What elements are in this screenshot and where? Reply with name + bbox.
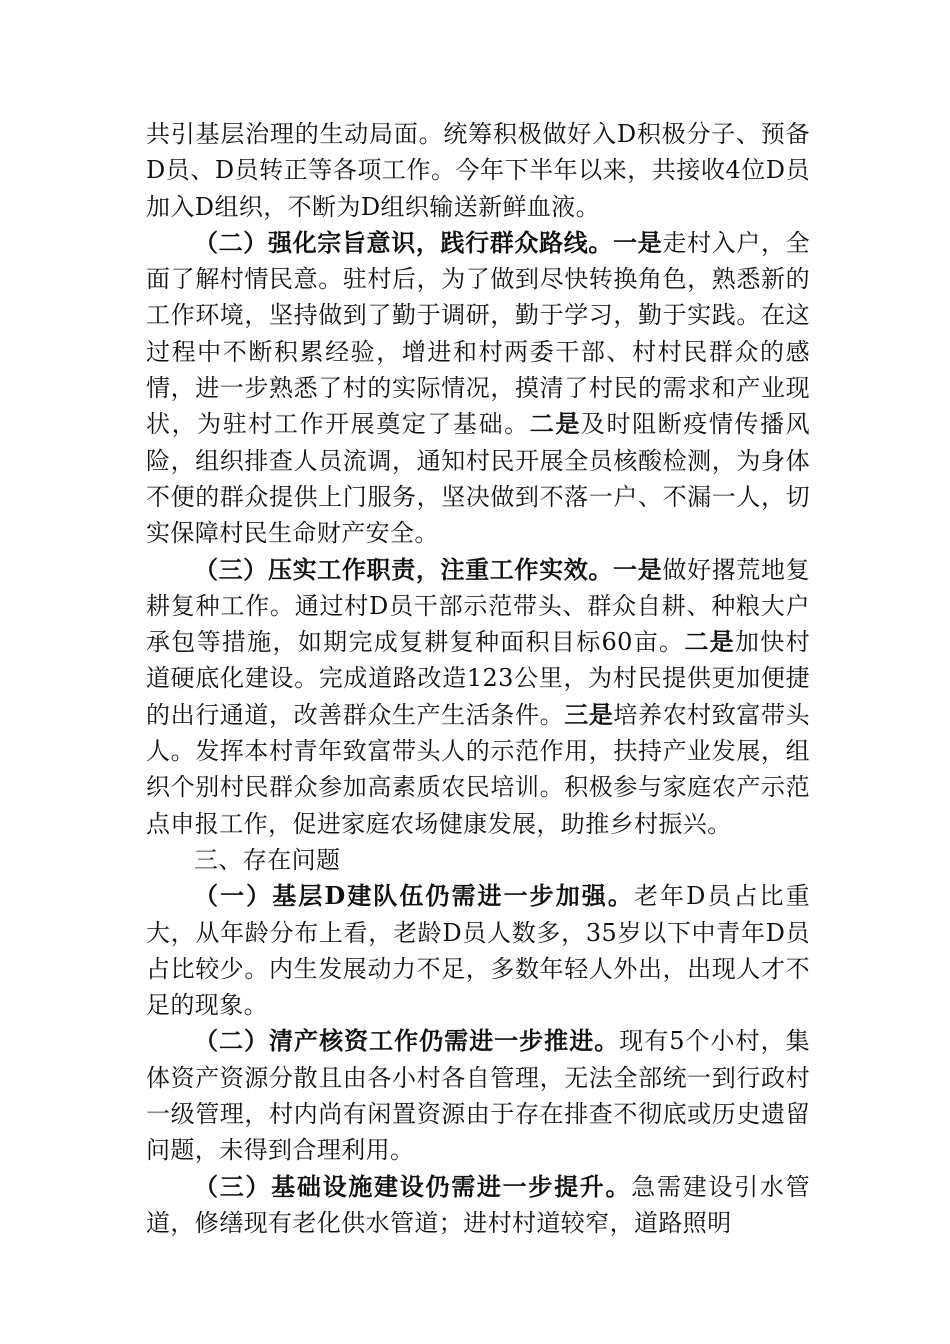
paragraph-mass-line <box>146 225 810 552</box>
paragraph-text: 现有5个小村，集体资产资源分散且由各小村各自管理，无法全部统一到行政村一级管理，村内尚有闲置资源由于存在排查不彻底或历史遗留问题，未得到合理利用。 <box>146 1027 810 1165</box>
paragraph-text: 加快村道硬底化建设。完成道路改造123公里，为村民提供更加便捷的出行通道，改善群众生产生活条件。 <box>146 628 810 729</box>
paragraph-text: 及时阻断疫情传播风险，组织排查人员流调，通知村民开展全员核酸检测，为身体不便的群众提供上门服务，坚决做到不落一户、不漏一人，切实保障村民生命财产安全。 <box>146 410 810 548</box>
problem-title-infrastructure: （三）基础设施建设仍需进一步提升。 <box>194 1171 632 1201</box>
keyword-second: 二是 <box>684 627 735 657</box>
section-heading-problems: 三、存在问题 <box>194 845 341 874</box>
problem-title-assets: （二）清产核资工作仍需进一步推进。 <box>194 1026 620 1056</box>
paragraph-work-duties <box>146 552 810 842</box>
paragraph-text: 急需建设引水管道，修缮现有老化供水管道；进村村道较窄，道路照明 <box>146 1172 810 1237</box>
keyword-first: 一是 <box>613 227 663 257</box>
section-title-work-duties: （三）压实工作职责，注重工作实效。 <box>194 554 614 584</box>
keyword-first: 一是 <box>613 554 663 584</box>
keyword-second: 二是 <box>529 409 581 439</box>
paragraph-party-building-continued <box>146 116 810 225</box>
section-title-mass-line: （二）强化宗旨意识，践行群众路线。 <box>194 227 614 257</box>
keyword-third: 三是 <box>564 699 614 729</box>
paragraph-text: 走村入户，全面了解村情民意。驻村后，为了做到尽快转换角色，熟悉新的工作环境，坚持做到了勤于调研，勤于学习，勤于实践。在这过程中不断积累经验，增进和村两委干部、村村民群众的感情，进一步熟悉了村的实际情况，摸清了村民的需求和产业现状，为驻村工作开展奠定了基础。 <box>146 228 810 439</box>
problem-title-team: （一）基层D建队伍仍需进一步加强。 <box>194 881 634 911</box>
paragraph-problem-infrastructure <box>146 1169 810 1242</box>
document-body <box>146 116 810 1241</box>
paragraph-problem-assets <box>146 1023 810 1168</box>
paragraph-text: 老年D员占比重大，从年龄分布上看，老龄D员人数多，35岁以下中青年D员占比较少。内生发展动力不足，多数年轻人外出，出现人才不足的现象。 <box>146 882 810 1020</box>
paragraph-text: 做好撂荒地复耕复种工作。通过村D员干部示范带头、群众自耕、种粮大户承包等措施，如期完成复耕复种面积目标60亩。 <box>146 555 810 657</box>
paragraph-problem-team <box>146 878 810 1023</box>
paragraph-text: 共引基层治理的生动局面。统筹积极做好入D积极分子、预备D员、D员转正等各项工作。今年下半年以来，共接收4位D员加入D组织，不断为D组织输送新鲜血液。 <box>146 120 810 221</box>
paragraph-text: 培养农村致富带头人。发挥本村青年致富带头人的示范作用，扶持产业发展，组织个别村民群众参加高素质农民培训。积极参与家庭农产示范点申报工作，促进家庭农场健康发展，助推乡村振兴。 <box>146 700 810 838</box>
